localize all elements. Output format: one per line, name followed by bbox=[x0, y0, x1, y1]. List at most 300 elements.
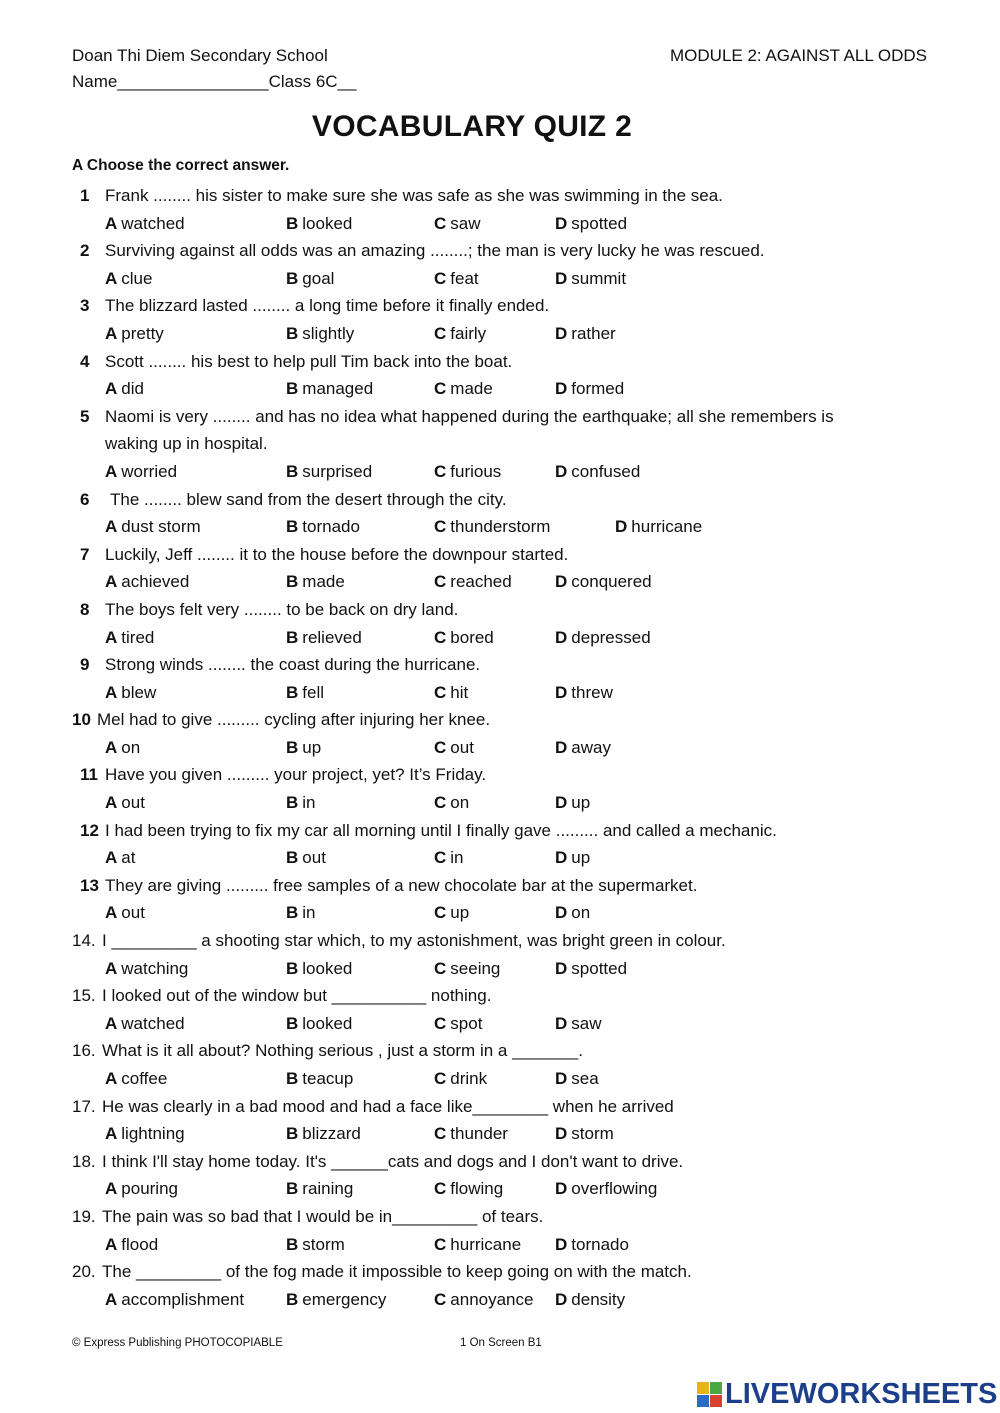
option-text: hit bbox=[450, 682, 469, 702]
answer-option-a[interactable] bbox=[105, 1010, 185, 1038]
answer-option-d[interactable] bbox=[555, 320, 616, 348]
answer-options bbox=[0, 568, 1000, 596]
answer-option-d[interactable] bbox=[555, 789, 590, 817]
option-text: pouring bbox=[121, 1179, 178, 1199]
option-text: tired bbox=[121, 627, 155, 647]
option-text: clue bbox=[121, 268, 153, 288]
question-item bbox=[0, 1258, 1000, 1313]
question-line bbox=[0, 237, 1000, 265]
option-text: in bbox=[302, 793, 316, 813]
option-letter: A bbox=[105, 461, 118, 481]
answer-option-c[interactable] bbox=[434, 955, 500, 983]
option-letter: B bbox=[286, 1179, 299, 1199]
question-text: The ........ blew sand from the desert through the city. bbox=[110, 489, 507, 509]
answer-options bbox=[0, 210, 1000, 238]
question-line bbox=[0, 1148, 1000, 1176]
option-letter: C bbox=[434, 958, 447, 978]
option-letter: D bbox=[555, 1069, 568, 1088]
option-letter: A bbox=[105, 1234, 118, 1254]
question-text: waking up in hospital. bbox=[105, 434, 268, 454]
question-item bbox=[0, 927, 1000, 982]
question-text: They are giving ......... free samples of a new chocolate bar at the supermarket. bbox=[105, 875, 698, 895]
answer-option-b[interactable] bbox=[286, 1010, 352, 1038]
option-letter: A bbox=[105, 268, 118, 288]
question-line bbox=[0, 182, 1000, 210]
option-text: up bbox=[571, 848, 591, 868]
option-letter: D bbox=[555, 1234, 568, 1254]
question-line bbox=[0, 486, 1000, 514]
answer-option-c[interactable] bbox=[434, 624, 494, 652]
answer-options bbox=[0, 320, 1000, 348]
option-letter: B bbox=[286, 793, 299, 813]
option-text: up bbox=[450, 903, 470, 923]
option-letter: A bbox=[105, 323, 118, 343]
answer-options bbox=[0, 1120, 1000, 1148]
answer-option-d[interactable] bbox=[555, 210, 627, 238]
option-letter: A bbox=[105, 793, 118, 813]
option-letter: C bbox=[434, 461, 447, 481]
question-number: 9 bbox=[80, 655, 90, 675]
question-line bbox=[0, 348, 1000, 376]
option-letter: B bbox=[286, 461, 299, 481]
answer-option-b[interactable] bbox=[286, 789, 316, 817]
answer-option-a[interactable] bbox=[105, 1286, 244, 1314]
answer-option-d[interactable] bbox=[555, 1231, 629, 1259]
question-number: 1 bbox=[80, 186, 90, 205]
option-text: flood bbox=[121, 1234, 159, 1254]
answer-options bbox=[0, 679, 1000, 707]
option-letter: B bbox=[286, 682, 299, 702]
question-text: Mel had to give ......... cycling after injuring her knee. bbox=[97, 710, 491, 730]
option-text: on bbox=[121, 737, 141, 757]
option-text: on bbox=[571, 903, 591, 923]
answer-option-a[interactable] bbox=[105, 1231, 158, 1259]
option-text: fell bbox=[302, 682, 325, 702]
answer-option-b[interactable] bbox=[286, 1175, 353, 1203]
option-text: dust storm bbox=[121, 517, 201, 537]
option-text: storm bbox=[571, 1124, 614, 1144]
answer-option-a[interactable] bbox=[105, 458, 177, 486]
answer-option-b[interactable] bbox=[286, 513, 360, 541]
option-letter: A bbox=[105, 517, 118, 537]
question-line bbox=[0, 1203, 1000, 1231]
answer-option-c[interactable] bbox=[434, 1175, 503, 1203]
option-letter: B bbox=[286, 737, 299, 757]
option-text: reached bbox=[450, 572, 512, 592]
question-line bbox=[0, 927, 1000, 955]
question-number: 19. bbox=[72, 1206, 96, 1226]
option-text: slightly bbox=[302, 323, 355, 343]
answer-options bbox=[0, 1286, 1000, 1314]
option-letter: C bbox=[434, 268, 447, 288]
answer-option-a[interactable] bbox=[105, 568, 189, 596]
option-letter: D bbox=[615, 517, 628, 537]
question-item bbox=[0, 596, 1000, 651]
answer-option-d[interactable] bbox=[555, 1120, 614, 1148]
answer-option-c[interactable] bbox=[434, 899, 469, 927]
question-item bbox=[0, 541, 1000, 596]
answer-options bbox=[0, 513, 1000, 541]
answer-options bbox=[0, 624, 1000, 652]
option-text: flowing bbox=[450, 1179, 504, 1199]
answer-options bbox=[0, 789, 1000, 817]
answer-option-d[interactable] bbox=[555, 458, 640, 486]
logo-square bbox=[697, 1382, 709, 1394]
question-line bbox=[0, 872, 1000, 900]
option-text: rather bbox=[571, 323, 616, 343]
option-letter: D bbox=[555, 461, 568, 481]
answer-option-a[interactable] bbox=[105, 513, 201, 541]
option-text: made bbox=[302, 572, 345, 592]
option-letter: D bbox=[555, 682, 568, 702]
question-line bbox=[0, 1037, 1000, 1065]
option-letter: C bbox=[434, 1289, 447, 1309]
option-text: conquered bbox=[571, 572, 652, 592]
question-number: 13 bbox=[80, 875, 99, 895]
option-letter: C bbox=[434, 903, 447, 923]
question-number: 20. bbox=[72, 1262, 96, 1282]
question-text: Naomi is very ........ and has no idea what happened during the earthquake; all she remembers is bbox=[105, 406, 834, 426]
answer-option-d[interactable] bbox=[555, 679, 613, 707]
option-letter: D bbox=[555, 903, 568, 923]
answer-option-b[interactable] bbox=[286, 458, 372, 486]
answer-option-a[interactable] bbox=[105, 955, 188, 983]
option-text: achieved bbox=[121, 572, 190, 592]
answer-option-a[interactable] bbox=[105, 320, 164, 348]
question-item bbox=[0, 348, 1000, 403]
brand-name: LIVEWORKSHEETS bbox=[725, 1377, 998, 1410]
question-line bbox=[0, 817, 1000, 845]
option-text: watching bbox=[121, 958, 189, 978]
option-text: overflowing bbox=[571, 1179, 658, 1199]
option-text: in bbox=[450, 848, 464, 868]
answer-option-b[interactable] bbox=[286, 265, 334, 293]
answer-option-b[interactable] bbox=[286, 1286, 386, 1314]
question-text: The boys felt very ........ to be back on dry land. bbox=[105, 599, 459, 619]
option-letter: B bbox=[286, 1234, 299, 1254]
answer-options bbox=[0, 1175, 1000, 1203]
question-line bbox=[0, 982, 1000, 1010]
answer-option-a[interactable] bbox=[105, 789, 145, 817]
option-letter: A bbox=[105, 213, 118, 233]
option-letter: C bbox=[434, 1069, 447, 1088]
answer-options bbox=[0, 375, 1000, 403]
question-line bbox=[0, 761, 1000, 789]
answer-option-d[interactable] bbox=[555, 1065, 599, 1093]
option-text: formed bbox=[571, 379, 625, 399]
option-letter: D bbox=[555, 793, 568, 813]
option-text: did bbox=[121, 379, 144, 399]
option-text: watched bbox=[121, 213, 185, 233]
logo-square bbox=[710, 1395, 722, 1407]
option-letter: B bbox=[286, 572, 299, 592]
option-letter: B bbox=[286, 1069, 299, 1088]
option-text: annoyance bbox=[450, 1289, 534, 1309]
option-letter: B bbox=[286, 848, 299, 868]
option-letter: A bbox=[105, 848, 118, 868]
answer-option-c[interactable] bbox=[434, 1065, 487, 1093]
logo-icon bbox=[697, 1382, 722, 1407]
question-item bbox=[0, 651, 1000, 706]
option-text: furious bbox=[450, 461, 502, 481]
option-text: out bbox=[450, 737, 474, 757]
answer-options bbox=[0, 899, 1000, 927]
footer-page: 1 On Screen B1 bbox=[460, 1337, 542, 1349]
answer-option-b[interactable] bbox=[286, 375, 373, 403]
question-number: 4 bbox=[80, 351, 90, 371]
option-text: tornado bbox=[571, 1234, 629, 1254]
answer-option-a[interactable] bbox=[105, 734, 140, 762]
option-letter: A bbox=[105, 1124, 118, 1144]
option-letter: C bbox=[434, 682, 447, 702]
option-letter: A bbox=[105, 1069, 118, 1088]
footer-copyright: © Express Publishing PHOTOCOPIABLE bbox=[72, 1337, 283, 1349]
option-letter: A bbox=[105, 737, 118, 757]
option-text: tornado bbox=[302, 517, 360, 537]
option-text: feat bbox=[450, 268, 479, 288]
option-letter: D bbox=[555, 323, 568, 343]
question-item bbox=[0, 1203, 1000, 1258]
answer-option-c[interactable] bbox=[434, 375, 493, 403]
answer-option-d[interactable] bbox=[555, 375, 624, 403]
option-letter: D bbox=[555, 213, 568, 233]
question-item bbox=[0, 982, 1000, 1037]
option-letter: D bbox=[555, 1179, 568, 1199]
option-letter: A bbox=[105, 572, 118, 592]
answer-option-d[interactable] bbox=[615, 513, 702, 541]
option-text: fairly bbox=[450, 323, 487, 343]
option-letter: B bbox=[286, 517, 299, 537]
answer-option-b[interactable] bbox=[286, 1231, 345, 1259]
question-item bbox=[0, 1037, 1000, 1092]
option-letter: A bbox=[105, 682, 118, 702]
option-text: looked bbox=[302, 213, 353, 233]
question-item bbox=[0, 486, 1000, 541]
option-letter: B bbox=[286, 379, 299, 399]
option-letter: C bbox=[434, 737, 447, 757]
question-item bbox=[0, 237, 1000, 292]
question-text: Luckily, Jeff ........ it to the house before the downpour started. bbox=[105, 544, 569, 564]
answer-option-c[interactable] bbox=[434, 1010, 482, 1038]
answer-options bbox=[0, 458, 1000, 486]
answer-option-a[interactable] bbox=[105, 1175, 178, 1203]
question-number: 14. bbox=[72, 931, 96, 951]
answer-option-c[interactable] bbox=[434, 265, 479, 293]
question-number: 17. bbox=[72, 1096, 96, 1116]
option-letter: C bbox=[434, 379, 447, 399]
option-text: surprised bbox=[302, 461, 373, 481]
answer-option-c[interactable] bbox=[434, 210, 481, 238]
option-letter: D bbox=[555, 627, 568, 647]
answer-option-c[interactable] bbox=[434, 513, 550, 541]
question-line bbox=[0, 1258, 1000, 1286]
option-letter: D bbox=[555, 848, 568, 868]
option-letter: C bbox=[434, 1124, 447, 1144]
answer-option-d[interactable] bbox=[555, 1286, 625, 1314]
question-item bbox=[0, 403, 1000, 486]
question-line bbox=[0, 651, 1000, 679]
answer-option-d[interactable] bbox=[555, 1010, 602, 1038]
question-text: I think I'll stay home today. It's ______cats and dogs and I don't want to drive. bbox=[102, 1151, 684, 1171]
option-text: thunder bbox=[450, 1124, 508, 1144]
option-text: looked bbox=[302, 958, 353, 978]
answer-option-a[interactable] bbox=[105, 375, 144, 403]
question-item bbox=[0, 1093, 1000, 1148]
option-text: saw bbox=[450, 213, 481, 233]
option-text: storm bbox=[302, 1234, 345, 1254]
option-letter: B bbox=[286, 1289, 299, 1309]
option-letter: A bbox=[105, 958, 118, 978]
option-letter: B bbox=[286, 958, 299, 978]
option-letter: D bbox=[555, 1013, 568, 1033]
option-text: raining bbox=[302, 1179, 354, 1199]
option-letter: C bbox=[434, 848, 447, 868]
answer-option-c[interactable] bbox=[434, 320, 486, 348]
question-item bbox=[0, 817, 1000, 872]
answer-option-b[interactable] bbox=[286, 679, 324, 707]
option-text: away bbox=[571, 737, 611, 757]
answer-options bbox=[0, 844, 1000, 872]
question-text: Frank ........ his sister to make sure she was safe as she was swimming in the sea. bbox=[105, 186, 723, 205]
option-letter: C bbox=[434, 572, 447, 592]
answer-option-b[interactable] bbox=[286, 734, 321, 762]
answer-option-a[interactable] bbox=[105, 679, 156, 707]
liveworksheets-logo[interactable] bbox=[697, 1377, 997, 1411]
answer-option-d[interactable] bbox=[555, 844, 590, 872]
option-text: at bbox=[121, 848, 136, 868]
option-letter: A bbox=[105, 1179, 118, 1199]
option-letter: C bbox=[434, 793, 447, 813]
question-number: 18. bbox=[72, 1151, 96, 1171]
answer-option-b[interactable] bbox=[286, 1120, 361, 1148]
answer-option-b[interactable] bbox=[286, 1065, 353, 1093]
question-text: Scott ........ his best to help pull Tim back into the boat. bbox=[105, 351, 513, 371]
answer-option-d[interactable] bbox=[555, 265, 626, 293]
answer-option-b[interactable] bbox=[286, 844, 326, 872]
answer-option-c[interactable] bbox=[434, 458, 501, 486]
option-text: managed bbox=[302, 379, 374, 399]
question-number: 6 bbox=[80, 489, 90, 509]
answer-option-c[interactable] bbox=[434, 1231, 521, 1259]
school-name: Doan Thi Diem Secondary School bbox=[72, 46, 328, 65]
question-line-continued bbox=[0, 430, 1000, 458]
option-text: coffee bbox=[121, 1069, 168, 1088]
option-text: up bbox=[302, 737, 322, 757]
question-text: Surviving against all odds was an amazing ........; the man is very lucky he was rescued. bbox=[105, 241, 765, 261]
answer-option-c[interactable] bbox=[434, 844, 464, 872]
answer-option-a[interactable] bbox=[105, 899, 145, 927]
option-text: out bbox=[121, 903, 145, 923]
option-letter: D bbox=[555, 572, 568, 592]
option-letter: B bbox=[286, 627, 299, 647]
option-text: thunderstorm bbox=[450, 517, 551, 537]
answer-option-b[interactable] bbox=[286, 568, 345, 596]
option-text: emergency bbox=[302, 1289, 387, 1309]
question-text: The _________ of the fog made it impossible to keep going on with the match. bbox=[102, 1262, 692, 1282]
option-text: worried bbox=[121, 461, 178, 481]
section-instruction: A Choose the correct answer. bbox=[72, 157, 290, 174]
logo-square bbox=[697, 1395, 709, 1407]
answer-option-b[interactable] bbox=[286, 899, 316, 927]
answer-option-a[interactable] bbox=[105, 1065, 167, 1093]
option-letter: D bbox=[555, 737, 568, 757]
answer-option-b[interactable] bbox=[286, 955, 352, 983]
option-text: confused bbox=[571, 461, 641, 481]
question-line bbox=[0, 596, 1000, 624]
option-letter: B bbox=[286, 1013, 299, 1033]
answer-options bbox=[0, 1065, 1000, 1093]
question-item bbox=[0, 292, 1000, 347]
answer-option-c[interactable] bbox=[434, 568, 512, 596]
answer-option-d[interactable] bbox=[555, 1175, 657, 1203]
option-letter: A bbox=[105, 379, 118, 399]
answer-option-d[interactable] bbox=[555, 568, 652, 596]
answer-option-c[interactable] bbox=[434, 1286, 533, 1314]
answer-options bbox=[0, 1231, 1000, 1259]
question-line bbox=[0, 292, 1000, 320]
answer-option-a[interactable] bbox=[105, 844, 135, 872]
question-number: 12 bbox=[80, 820, 99, 840]
option-letter: D bbox=[555, 268, 568, 288]
answer-option-b[interactable] bbox=[286, 210, 352, 238]
option-text: threw bbox=[571, 682, 613, 702]
question-text: What is it all about? Nothing serious , just a storm in a _______. bbox=[102, 1041, 583, 1061]
answer-option-a[interactable] bbox=[105, 265, 152, 293]
option-text: lightning bbox=[121, 1124, 185, 1144]
option-letter: A bbox=[105, 1289, 118, 1309]
answer-option-c[interactable] bbox=[434, 1120, 508, 1148]
answer-option-b[interactable] bbox=[286, 320, 354, 348]
answer-option-c[interactable] bbox=[434, 734, 474, 762]
answer-option-a[interactable] bbox=[105, 210, 185, 238]
option-text: looked bbox=[302, 1013, 353, 1033]
option-letter: C bbox=[434, 1234, 447, 1254]
option-letter: C bbox=[434, 323, 447, 343]
option-letter: B bbox=[286, 903, 299, 923]
answer-option-d[interactable] bbox=[555, 734, 611, 762]
logo-square bbox=[710, 1382, 722, 1394]
question-number: 16. bbox=[72, 1041, 96, 1061]
option-text: on bbox=[450, 793, 470, 813]
answer-option-d[interactable] bbox=[555, 899, 590, 927]
question-line bbox=[0, 706, 1000, 734]
answer-option-d[interactable] bbox=[555, 955, 627, 983]
answer-option-b[interactable] bbox=[286, 624, 362, 652]
answer-option-a[interactable] bbox=[105, 1120, 185, 1148]
option-text: blizzard bbox=[302, 1124, 361, 1144]
option-text: accomplishment bbox=[121, 1289, 245, 1309]
question-number: 11 bbox=[80, 765, 98, 785]
option-text: watched bbox=[121, 1013, 185, 1033]
question-item bbox=[0, 182, 1000, 237]
answer-option-c[interactable] bbox=[434, 679, 468, 707]
option-letter: C bbox=[434, 517, 447, 537]
option-letter: A bbox=[105, 1013, 118, 1033]
answer-option-d[interactable] bbox=[555, 624, 651, 652]
option-text: spotted bbox=[571, 213, 628, 233]
name-class-line: Name________________Class 6C__ bbox=[72, 72, 357, 91]
answer-option-a[interactable] bbox=[105, 624, 154, 652]
module-title: MODULE 2: AGAINST ALL ODDS bbox=[670, 46, 927, 65]
question-text: The blizzard lasted ........ a long time before it finally ended. bbox=[105, 296, 550, 316]
question-text: I had been trying to fix my car all morning until I finally gave ......... and called a mechanic. bbox=[105, 820, 777, 840]
answer-option-c[interactable] bbox=[434, 789, 469, 817]
question-text: Strong winds ........ the coast during the hurricane. bbox=[105, 655, 481, 675]
option-text: out bbox=[121, 793, 145, 813]
option-letter: D bbox=[555, 379, 568, 399]
option-letter: B bbox=[286, 323, 299, 343]
question-item bbox=[0, 1148, 1000, 1203]
